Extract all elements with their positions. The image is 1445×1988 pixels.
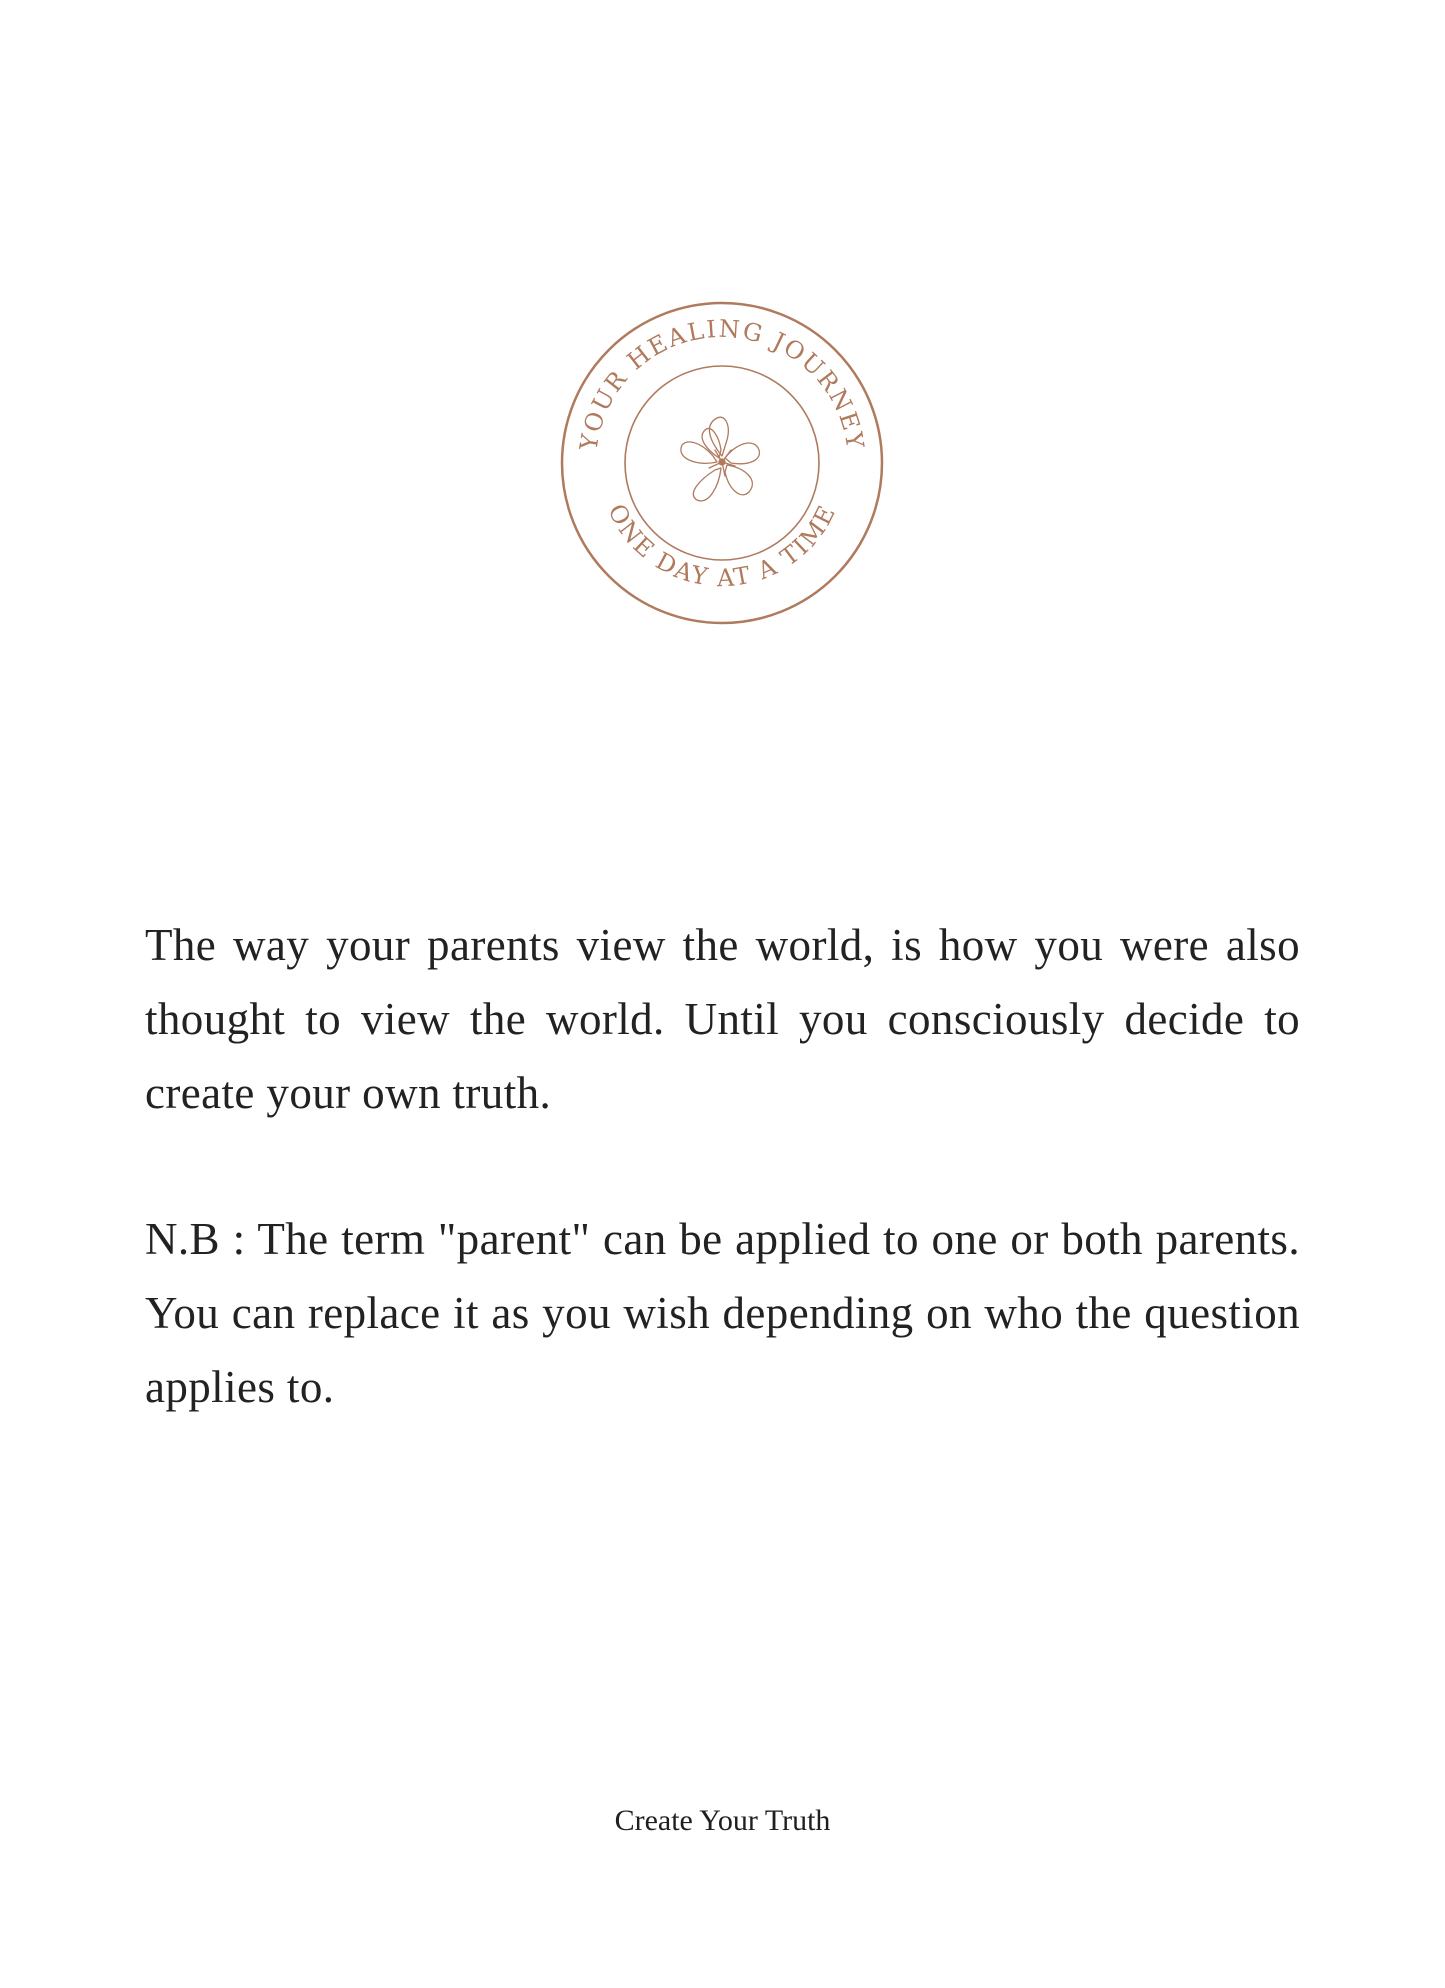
flower-icon xyxy=(681,417,760,501)
healing-journey-seal xyxy=(559,300,885,626)
footer-title: Create Your Truth xyxy=(614,1804,831,1837)
note-paragraph: N.B : The term "parent" can be applied to one or both parents. You can replace it as you wish depending on who the question applies to. xyxy=(145,1214,1300,1412)
intro-paragraph: The way your parents view the world, is how you were also thought to view the world. Until you consciously decide to create your own truth. xyxy=(145,920,1300,1118)
seal-bottom-text: ONE DAY AT A TIME xyxy=(602,499,842,593)
seal-top-text: YOUR HEALING JOURNEY xyxy=(574,314,870,453)
main-content xyxy=(145,908,1300,1424)
